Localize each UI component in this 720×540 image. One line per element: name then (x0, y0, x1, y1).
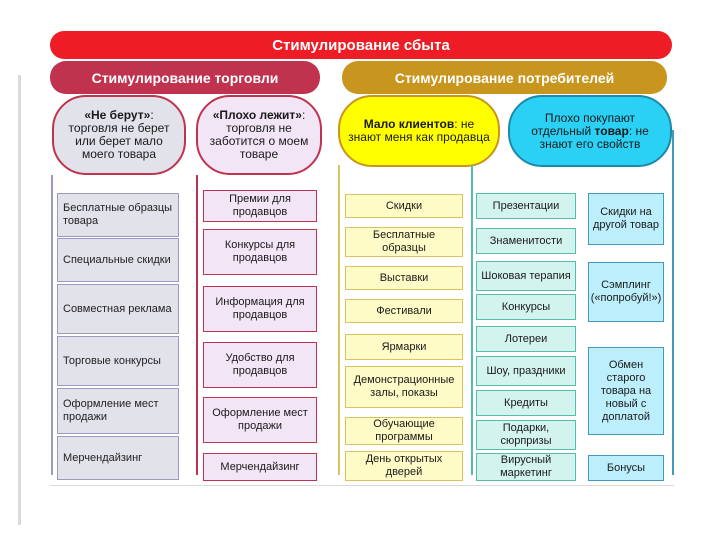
consumer-col5-item: Сэмплинг («попробуй!») (588, 262, 664, 322)
oval-malo-klientov-bold: Мало клиентов (363, 117, 455, 131)
consumer-heading: Стимулирование потребителей (342, 61, 667, 94)
consumer-col4-item: Знаменитости (476, 228, 576, 254)
trade-col1-item: Бесплатные образцы товара (57, 193, 179, 237)
left-accent-bar (18, 75, 21, 525)
oval-malo-klientov (338, 95, 500, 167)
consumer-col3-item: Ярмарки (345, 334, 463, 360)
consumer-col4-item: Лотереи (476, 326, 576, 352)
consumer-col3-item: Демонстрационные залы, показы (345, 366, 463, 408)
trade-col1-item: Специальные скидки (57, 238, 179, 282)
consumer-col5-item: Обмен старого товара на новый с доплатой (588, 347, 664, 435)
oval-ploho-lezhit (196, 95, 322, 175)
consumer-col3-item: Скидки (345, 194, 463, 218)
trade-col2-item: Оформление мест продажи (203, 397, 317, 443)
consumer-col4-item: Шоковая терапия (476, 261, 576, 291)
consumer-col4-item: Шоу, праздники (476, 356, 576, 386)
consumer-col3-item: Бесплатные образцы (345, 227, 463, 257)
trade-col1-item: Совместная реклама (57, 284, 179, 334)
trade-col2-item: Премии для продавцов (203, 190, 317, 222)
trade-col2-item: Информация для продавцов (203, 286, 317, 332)
oval-ploho-pokupayut-text: : не знают его свойств (539, 123, 649, 151)
connector-col1 (51, 175, 53, 475)
consumer-col5-item: Бонусы (588, 455, 664, 481)
oval-ploho-pokupayut (508, 95, 672, 167)
consumer-col4-item: Вирусный маркетинг (476, 453, 576, 481)
consumer-col4-item: Конкурсы (476, 294, 576, 320)
oval-ne-berut-text: : торговля не берет или берет мало моего товара (68, 108, 170, 161)
consumer-col3-item: Выставки (345, 266, 463, 290)
connector-col3 (338, 165, 340, 475)
consumer-col4-item: Кредиты (476, 390, 576, 416)
trade-heading: Стимулирование торговли (50, 61, 320, 94)
connector-col5 (672, 130, 674, 475)
consumer-col3-item: Обучающие программы (345, 417, 463, 445)
trade-col2-item: Удобство для продавцов (203, 342, 317, 388)
consumer-col3-item: Фестивали (345, 299, 463, 323)
oval-ne-berut-bold: «Не берут» (84, 108, 151, 122)
oval-malo-klientov-text: : не знают меня как продавца (348, 117, 490, 144)
connector-col4 (471, 165, 473, 475)
connector-bottom (50, 485, 674, 486)
oval-ne-berut (52, 95, 186, 175)
consumer-col4-item: Презентации (476, 193, 576, 219)
main-title: Стимулирование сбыта (50, 31, 672, 59)
consumer-col3-item: День открытых дверей (345, 451, 463, 481)
trade-col1-item: Оформление мест продажи (57, 388, 179, 434)
trade-col2-item: Конкурсы для продавцов (203, 229, 317, 275)
oval-ploho-pokupayut-pre: Плохо покупают отдельный (531, 110, 636, 138)
oval-ploho-lezhit-text: : торговля не заботится о моем товаре (209, 108, 309, 161)
consumer-col5-item: Скидки на другой товар (588, 193, 664, 245)
trade-col2-item: Мерчендайзинг (203, 453, 317, 481)
oval-ploho-lezhit-bold: «Плохо лежит» (212, 108, 302, 122)
oval-ploho-pokupayut-bold: товар (594, 123, 629, 138)
trade-col1-item: Мерчендайзинг (57, 436, 179, 480)
connector-col2 (196, 175, 198, 475)
consumer-col4-item: Подарки, сюрпризы (476, 420, 576, 450)
trade-col1-item: Торговые конкурсы (57, 336, 179, 386)
